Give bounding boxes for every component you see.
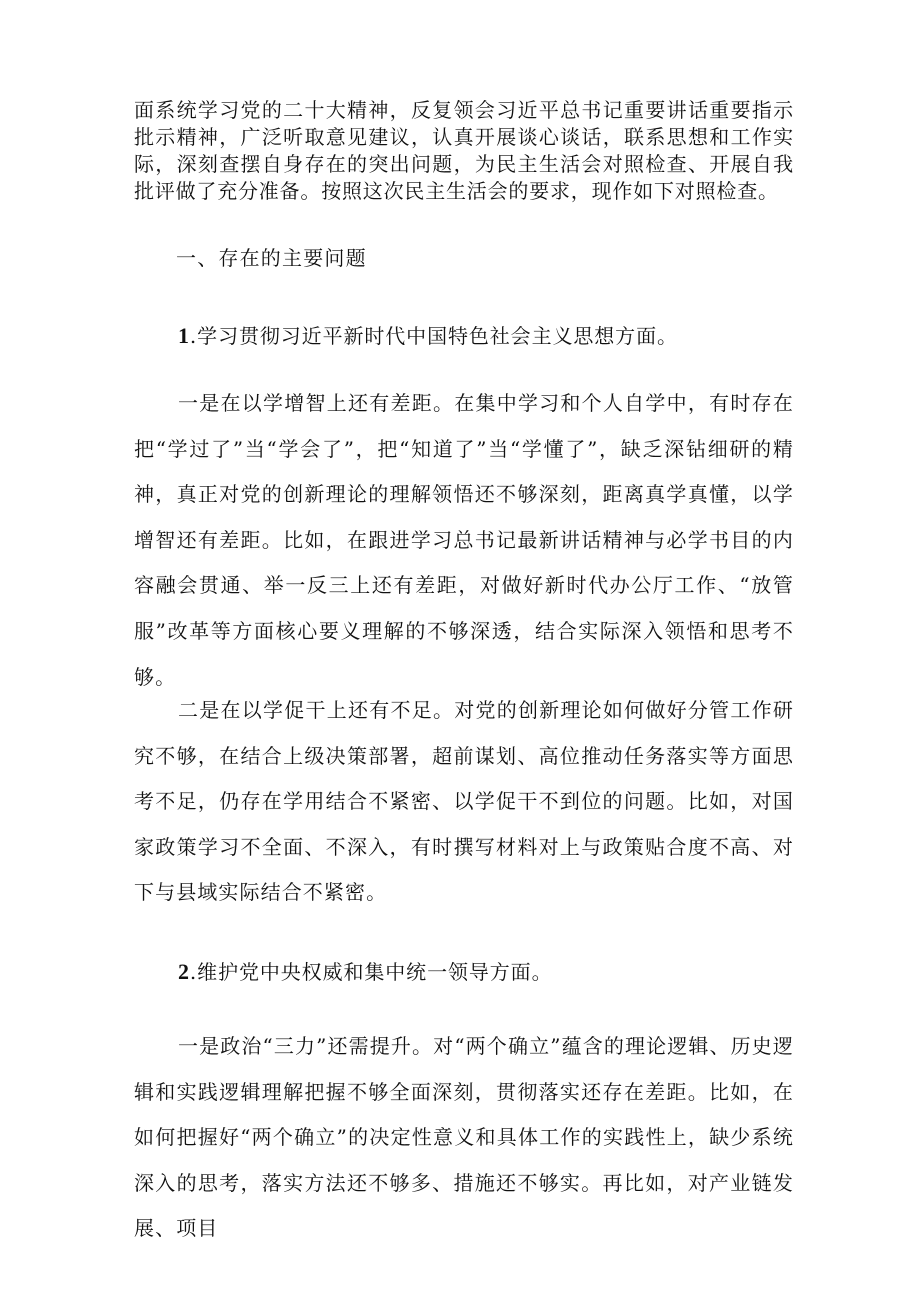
subsection-2-title	[178, 960, 552, 984]
subsection-1-paragraph-1: 一是在以学增智上还有差距。在集中学习和个人自学中，有时存在把“学过了”当“学会了”，把“知道了”当“学懂了”，缺乏深钻细研的精神，真正对党的创新理论的理解领悟还不够深刻，距离真学真懂，以学增智还有差距。比如，在跟进学习总书记最新讲话精神与必学书目的内容融会贯通、举一反三上还有差距，对做好新时代办公厅工作、“放管服”改革等方面核心要义理解的不够深透，结合实际深入领悟和思考不够。	[134, 391, 794, 689]
subsection-2-paragraph-1: 一是政治“三力”还需提升。对“两个确立”蕴含的理论逻辑、历史逻辑和实践逻辑理解把握不够全面深刻，贯彻落实还存在差距。比如，在如何把握好“两个确立”的决定性意义和具体工作的实践性上，缺少系统深入的思考，落实方法还不够多、措施还不够实。再比如，对产业链发展、项目	[134, 1034, 794, 1241]
subsection-2-text: .维护党中央权威和集中统一领导方面。	[189, 960, 553, 984]
intro-paragraph: 面系统学习党的二十大精神，反复领会习近平总书记重要讲话重要指示批示精神，广泛听取意见建议，认真开展谈心谈话，联系思想和工作实际，深刻查摆自身存在的突出问题，为民主生活会对照检查、开展自我批评做了充分准备。按照这次民主生活会的要求，现作如下对照检查。	[134, 98, 794, 203]
subsection-1-number: 1	[178, 323, 190, 348]
subsection-2-number: 2	[178, 959, 190, 984]
section-heading: 一、存在的主要问题	[176, 246, 367, 270]
subsection-1-text: .学习贯彻习近平新时代中国特色社会主义思想方面。	[189, 324, 678, 348]
subsection-1-paragraph-2: 二是在以学促干上还有不足。对党的创新理论如何做好分管工作研究不够，在结合上级决策部署，超前谋划、高位推动任务落实等方面思考不足，仍存在学用结合不紧密、以学促干不到位的问题。比如，对国家政策学习不全面、不深入，有时撰写材料对上与政策贴合度不高、对下与县域实际结合不紧密。	[134, 698, 794, 905]
subsection-1-title	[178, 324, 678, 348]
